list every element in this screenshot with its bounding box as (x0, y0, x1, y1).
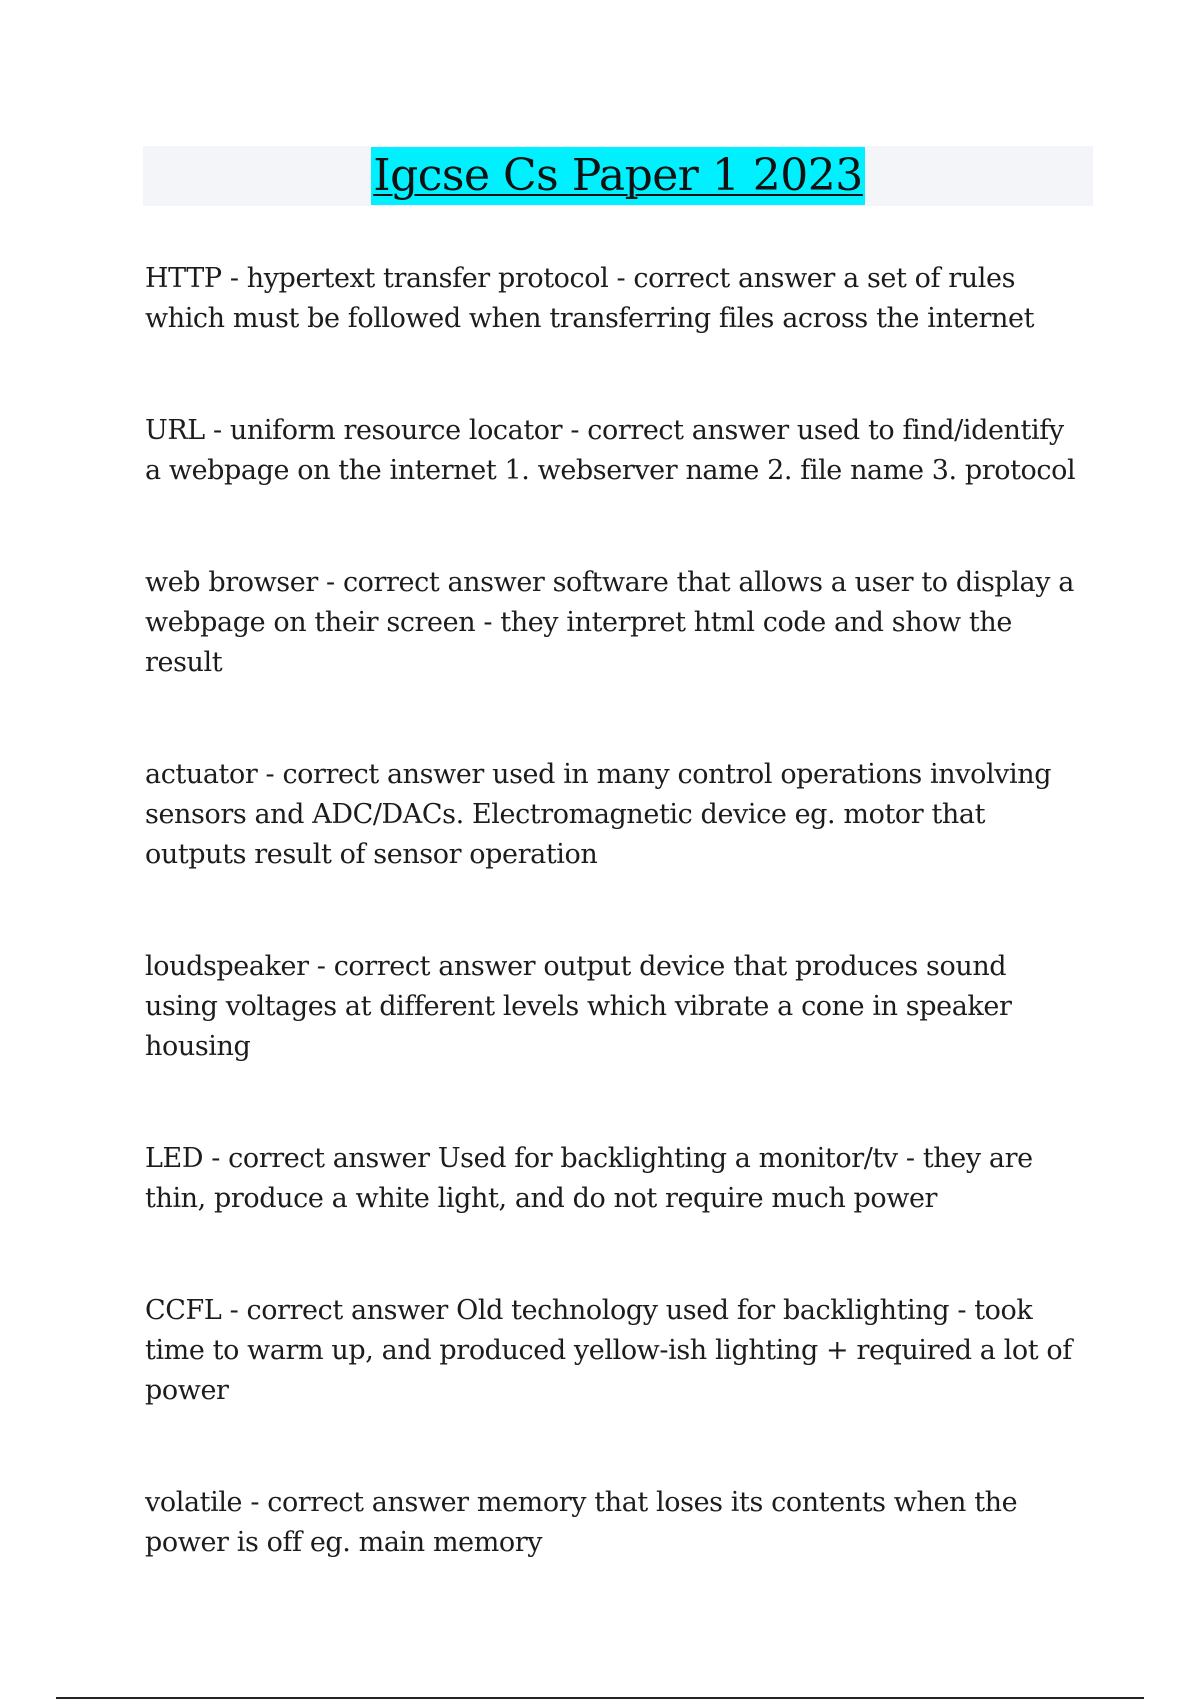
flashcard-entry-ccfl: CCFL - correct answer Old technology used for backlighting - took time to warm up, and produced yellow-ish lighting + required a lot of power (145, 1295, 1072, 1406)
title-band (143, 146, 1093, 206)
flashcard-list (145, 259, 1085, 1635)
flashcard-entry-led: LED - correct answer Used for backlighting a monitor/tv - they are thin, produce a white light, and do not require much power (145, 1143, 1033, 1214)
footer-divider (56, 1697, 1144, 1699)
flashcard-entry-web-browser: web browser - correct answer software that allows a user to display a webpage on their screen - they interpret html code and show the result (145, 567, 1074, 678)
document-title: Igcse Cs Paper 1 2023 (371, 147, 865, 205)
flashcard-entry-actuator: actuator - correct answer used in many control operations involving sensors and ADC/DACs. Electromagnetic device eg. motor that outputs result of sensor operation (145, 759, 1052, 870)
flashcard-entry-volatile: volatile - correct answer memory that loses its contents when the power is off eg. main memory (145, 1487, 1018, 1558)
flashcard-entry-http: HTTP - hypertext transfer protocol - correct answer a set of rules which must be followed when transferring files across the internet (145, 263, 1035, 334)
flashcard-entry-loudspeaker: loudspeaker - correct answer output device that produces sound using voltages at different levels which vibrate a cone in speaker housing (145, 951, 1012, 1062)
flashcard-entry-url: URL - uniform resource locator - correct answer used to find/identify a webpage on the internet 1. webserver name 2. file name 3. protocol (145, 415, 1076, 486)
